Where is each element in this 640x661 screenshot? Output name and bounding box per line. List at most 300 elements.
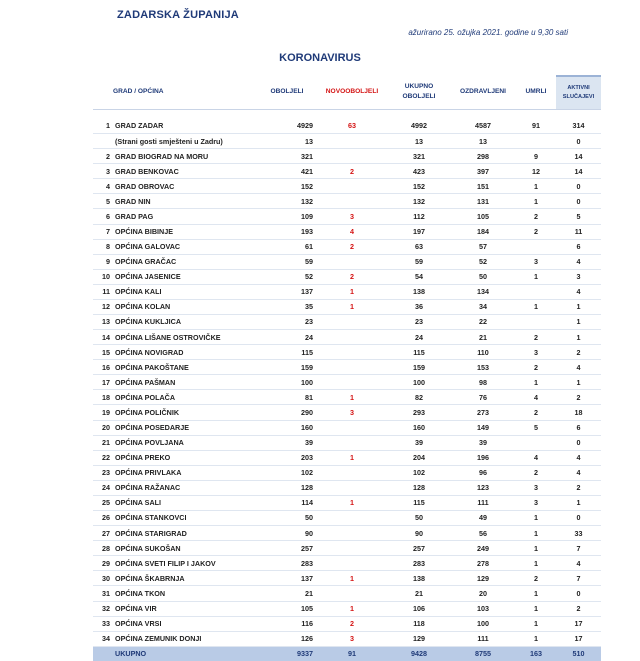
row-recovered: 184 — [450, 224, 516, 239]
row-active: 4 — [556, 254, 601, 269]
table-row — [93, 269, 601, 284]
row-infected: 152 — [258, 179, 316, 194]
row-number: 5 — [93, 194, 113, 209]
row-new — [316, 526, 388, 541]
row-name: OPĆINA ŠKABRNJA — [113, 571, 258, 586]
row-recovered: 111 — [450, 495, 516, 510]
row-new: 3 — [316, 405, 388, 420]
row-name: OPĆINA STANKOVCI — [113, 511, 258, 526]
row-active: 0 — [556, 179, 601, 194]
row-number: 2 — [93, 149, 113, 164]
table-row — [93, 631, 601, 646]
row-name: OPĆINA SVETI FILIP I JAKOV — [113, 556, 258, 571]
table-row — [93, 179, 601, 194]
table-row — [93, 616, 601, 631]
row-name: OPĆINA GRAČAC — [113, 254, 258, 269]
table-row — [93, 601, 601, 616]
row-total: 197 — [388, 224, 450, 239]
row-new — [316, 315, 388, 330]
row-recovered: 98 — [450, 375, 516, 390]
row-recovered: 21 — [450, 330, 516, 345]
row-deaths — [516, 315, 556, 330]
row-total: 204 — [388, 450, 450, 465]
row-number: 19 — [93, 405, 113, 420]
row-infected: 13 — [258, 134, 316, 149]
total-row — [93, 646, 601, 661]
row-deaths: 2 — [516, 224, 556, 239]
row-name: OPĆINA KALI — [113, 284, 258, 299]
row-name: OPĆINA PAKOŠTANE — [113, 360, 258, 375]
row-new — [316, 435, 388, 450]
row-recovered: 100 — [450, 616, 516, 631]
row-number: 25 — [93, 495, 113, 510]
col-header-total — [388, 76, 450, 110]
col-header-active-line1: AKTIVNI — [567, 84, 590, 91]
table-row — [93, 239, 601, 254]
update-timestamp: ažurirano 25. ožujka 2021. godine u 9,30 sati — [408, 28, 568, 37]
row-deaths: 1 — [516, 511, 556, 526]
row-active: 5 — [556, 209, 601, 224]
row-recovered: 134 — [450, 284, 516, 299]
row-deaths: 2 — [516, 405, 556, 420]
row-infected: 109 — [258, 209, 316, 224]
row-active: 7 — [556, 571, 601, 586]
row-new — [316, 375, 388, 390]
row-name: OPĆINA JASENICE — [113, 269, 258, 284]
row-name: OPĆINA GALOVAC — [113, 239, 258, 254]
row-name: OPĆINA KUKLJICA — [113, 315, 258, 330]
table-row — [93, 299, 601, 314]
row-deaths: 1 — [516, 601, 556, 616]
row-total: 59 — [388, 254, 450, 269]
row-total: 132 — [388, 194, 450, 209]
row-number: 27 — [93, 526, 113, 541]
row-active: 4 — [556, 360, 601, 375]
row-name: GRAD OBROVAC — [113, 179, 258, 194]
row-total: 159 — [388, 360, 450, 375]
row-deaths — [516, 284, 556, 299]
row-number: 13 — [93, 315, 113, 330]
row-deaths: 2 — [516, 465, 556, 480]
row-infected: 21 — [258, 586, 316, 601]
row-deaths: 3 — [516, 495, 556, 510]
row-infected: 105 — [258, 601, 316, 616]
row-infected: 59 — [258, 254, 316, 269]
row-new — [316, 179, 388, 194]
row-active: 18 — [556, 405, 601, 420]
row-recovered: 129 — [450, 571, 516, 586]
row-deaths: 12 — [516, 164, 556, 179]
row-number: 16 — [93, 360, 113, 375]
row-recovered: 110 — [450, 345, 516, 360]
row-deaths: 1 — [516, 179, 556, 194]
row-new: 1 — [316, 390, 388, 405]
row-recovered: 56 — [450, 526, 516, 541]
row-new — [316, 345, 388, 360]
row-new — [316, 254, 388, 269]
row-recovered: 123 — [450, 480, 516, 495]
table-row — [93, 254, 601, 269]
table-row — [93, 511, 601, 526]
row-total: 283 — [388, 556, 450, 571]
row-name: OPĆINA POLIČNIK — [113, 405, 258, 420]
table-row — [93, 284, 601, 299]
row-deaths: 1 — [516, 631, 556, 646]
row-new — [316, 149, 388, 164]
row-number: 12 — [93, 299, 113, 314]
row-active: 1 — [556, 299, 601, 314]
row-deaths: 3 — [516, 480, 556, 495]
col-header-recovered: OZDRAVLJENI — [450, 76, 516, 110]
row-recovered: 22 — [450, 315, 516, 330]
table-row — [93, 375, 601, 390]
table-row — [93, 450, 601, 465]
row-deaths: 1 — [516, 269, 556, 284]
row-new: 3 — [316, 209, 388, 224]
row-active: 4 — [556, 284, 601, 299]
row-active: 14 — [556, 164, 601, 179]
row-new: 1 — [316, 299, 388, 314]
row-new: 1 — [316, 571, 388, 586]
total-total: 9428 — [388, 646, 450, 661]
table-row — [93, 541, 601, 556]
row-name: OPĆINA SALI — [113, 495, 258, 510]
row-infected: 159 — [258, 360, 316, 375]
row-name: OPĆINA PRIVLAKA — [113, 465, 258, 480]
row-active: 6 — [556, 239, 601, 254]
row-infected: 257 — [258, 541, 316, 556]
total-deaths: 163 — [516, 646, 556, 661]
row-active: 33 — [556, 526, 601, 541]
row-recovered: 111 — [450, 631, 516, 646]
row-number: 14 — [93, 330, 113, 345]
row-deaths — [516, 435, 556, 450]
row-name: OPĆINA LIŠANE OSTROVIČKE — [113, 330, 258, 345]
row-recovered: 76 — [450, 390, 516, 405]
table-row — [93, 360, 601, 375]
row-total: 115 — [388, 345, 450, 360]
row-new — [316, 511, 388, 526]
row-infected: 24 — [258, 330, 316, 345]
row-infected: 283 — [258, 556, 316, 571]
row-number: 17 — [93, 375, 113, 390]
table-row — [93, 586, 601, 601]
row-new — [316, 480, 388, 495]
row-active: 0 — [556, 511, 601, 526]
row-new: 3 — [316, 631, 388, 646]
row-active: 14 — [556, 149, 601, 164]
row-new: 63 — [316, 119, 388, 134]
table-row — [93, 119, 601, 134]
row-infected: 61 — [258, 239, 316, 254]
total-infected: 9337 — [258, 646, 316, 661]
row-name: GRAD BENKOVAC — [113, 164, 258, 179]
row-total: 112 — [388, 209, 450, 224]
table-row — [93, 164, 601, 179]
row-new — [316, 330, 388, 345]
row-name: OPĆINA PREKO — [113, 450, 258, 465]
row-recovered: 103 — [450, 601, 516, 616]
row-number: 33 — [93, 616, 113, 631]
row-new: 1 — [316, 450, 388, 465]
row-total: 82 — [388, 390, 450, 405]
page-subtitle: KORONAVIRUS — [279, 52, 361, 64]
row-recovered: 20 — [450, 586, 516, 601]
row-recovered: 50 — [450, 269, 516, 284]
row-deaths: 1 — [516, 526, 556, 541]
row-number: 30 — [93, 571, 113, 586]
row-infected: 102 — [258, 465, 316, 480]
row-total: 36 — [388, 299, 450, 314]
table-row — [93, 556, 601, 571]
row-active: 0 — [556, 586, 601, 601]
row-recovered: 278 — [450, 556, 516, 571]
row-active: 314 — [556, 119, 601, 134]
row-number: 7 — [93, 224, 113, 239]
row-total: 24 — [388, 330, 450, 345]
row-active: 0 — [556, 134, 601, 149]
total-new: 91 — [316, 646, 388, 661]
row-recovered: 49 — [450, 511, 516, 526]
row-name: OPĆINA SUKOŠAN — [113, 541, 258, 556]
row-name: OPĆINA VIR — [113, 601, 258, 616]
row-active: 6 — [556, 420, 601, 435]
row-new — [316, 586, 388, 601]
col-header-new: NOVOOBOLJELI — [316, 76, 388, 110]
row-new: 2 — [316, 164, 388, 179]
col-header-active — [556, 76, 601, 110]
row-total: 257 — [388, 541, 450, 556]
row-name: OPĆINA VRSI — [113, 616, 258, 631]
table-row — [93, 315, 601, 330]
row-active: 1 — [556, 330, 601, 345]
row-deaths: 4 — [516, 390, 556, 405]
row-deaths: 2 — [516, 360, 556, 375]
row-new: 2 — [316, 616, 388, 631]
row-active: 4 — [556, 556, 601, 571]
row-deaths: 1 — [516, 299, 556, 314]
row-recovered: 131 — [450, 194, 516, 209]
row-new: 1 — [316, 284, 388, 299]
row-infected: 160 — [258, 420, 316, 435]
row-active: 2 — [556, 345, 601, 360]
table-row — [93, 480, 601, 495]
row-infected: 35 — [258, 299, 316, 314]
table-row — [93, 224, 601, 239]
row-deaths: 1 — [516, 541, 556, 556]
row-new: 1 — [316, 601, 388, 616]
row-active: 17 — [556, 631, 601, 646]
col-header-name: GRAD / OPĆINA — [93, 76, 258, 110]
row-total: 13 — [388, 134, 450, 149]
table-row — [93, 465, 601, 480]
row-active: 2 — [556, 390, 601, 405]
table-row — [93, 194, 601, 209]
row-deaths: 91 — [516, 119, 556, 134]
row-total: 115 — [388, 495, 450, 510]
row-recovered: 153 — [450, 360, 516, 375]
row-number: 10 — [93, 269, 113, 284]
row-total: 23 — [388, 315, 450, 330]
total-label: UKUPNO — [93, 646, 258, 661]
row-infected: 193 — [258, 224, 316, 239]
row-total: 106 — [388, 601, 450, 616]
row-name: GRAD BIOGRAD NA MORU — [113, 149, 258, 164]
row-total: 128 — [388, 480, 450, 495]
row-infected: 203 — [258, 450, 316, 465]
row-recovered: 39 — [450, 435, 516, 450]
row-total: 21 — [388, 586, 450, 601]
row-deaths: 1 — [516, 194, 556, 209]
table-row — [93, 571, 601, 586]
row-infected: 126 — [258, 631, 316, 646]
table-row — [93, 405, 601, 420]
row-number: 34 — [93, 631, 113, 646]
row-number: 23 — [93, 465, 113, 480]
row-number: 29 — [93, 556, 113, 571]
row-number: 3 — [93, 164, 113, 179]
row-infected: 50 — [258, 511, 316, 526]
row-deaths: 3 — [516, 345, 556, 360]
row-total: 118 — [388, 616, 450, 631]
row-recovered: 4587 — [450, 119, 516, 134]
row-deaths: 1 — [516, 375, 556, 390]
table-row — [93, 390, 601, 405]
row-active: 11 — [556, 224, 601, 239]
row-infected: 290 — [258, 405, 316, 420]
row-deaths: 4 — [516, 450, 556, 465]
row-infected: 4929 — [258, 119, 316, 134]
row-active: 2 — [556, 601, 601, 616]
row-total: 423 — [388, 164, 450, 179]
row-new — [316, 194, 388, 209]
row-infected: 116 — [258, 616, 316, 631]
row-recovered: 273 — [450, 405, 516, 420]
table-row — [93, 345, 601, 360]
row-infected: 132 — [258, 194, 316, 209]
table-row — [93, 435, 601, 450]
row-total: 63 — [388, 239, 450, 254]
row-total: 321 — [388, 149, 450, 164]
table-row — [93, 526, 601, 541]
row-recovered: 105 — [450, 209, 516, 224]
row-name: (Strani gosti smješteni u Zadru) — [113, 134, 258, 149]
covid-cases-table — [93, 75, 601, 661]
row-active: 1 — [556, 315, 601, 330]
row-active: 4 — [556, 465, 601, 480]
row-total: 160 — [388, 420, 450, 435]
row-total: 138 — [388, 571, 450, 586]
row-deaths: 9 — [516, 149, 556, 164]
table-row — [93, 330, 601, 345]
row-name: OPĆINA ZEMUNIK DONJI — [113, 631, 258, 646]
row-deaths: 2 — [516, 330, 556, 345]
row-infected: 52 — [258, 269, 316, 284]
row-deaths: 1 — [516, 616, 556, 631]
col-header-total-line1: UKUPNO — [404, 83, 434, 91]
row-total: 4992 — [388, 119, 450, 134]
row-active: 0 — [556, 194, 601, 209]
row-name: OPĆINA POLAČA — [113, 390, 258, 405]
row-new — [316, 134, 388, 149]
row-number: 15 — [93, 345, 113, 360]
row-number: 26 — [93, 511, 113, 526]
row-active: 2 — [556, 480, 601, 495]
row-deaths — [516, 134, 556, 149]
row-infected: 115 — [258, 345, 316, 360]
row-total: 102 — [388, 465, 450, 480]
row-infected: 23 — [258, 315, 316, 330]
table-row — [93, 209, 601, 224]
table-header-row — [93, 76, 601, 110]
col-header-deaths: UMRLI — [516, 76, 556, 110]
header-spacer — [93, 110, 601, 120]
row-total: 39 — [388, 435, 450, 450]
row-number: 22 — [93, 450, 113, 465]
row-recovered: 196 — [450, 450, 516, 465]
row-name: GRAD ZADAR — [113, 119, 258, 134]
row-recovered: 397 — [450, 164, 516, 179]
row-name: OPĆINA KOLAN — [113, 299, 258, 314]
row-number — [93, 134, 113, 149]
row-total: 50 — [388, 511, 450, 526]
row-number: 1 — [93, 119, 113, 134]
table-row — [93, 420, 601, 435]
row-active: 17 — [556, 616, 601, 631]
row-number: 31 — [93, 586, 113, 601]
row-number: 4 — [93, 179, 113, 194]
row-name: OPĆINA POVLJANA — [113, 435, 258, 450]
row-number: 21 — [93, 435, 113, 450]
row-name: GRAD NIN — [113, 194, 258, 209]
row-recovered: 298 — [450, 149, 516, 164]
row-recovered: 96 — [450, 465, 516, 480]
row-infected: 321 — [258, 149, 316, 164]
row-new: 2 — [316, 239, 388, 254]
row-new — [316, 541, 388, 556]
row-number: 18 — [93, 390, 113, 405]
row-number: 32 — [93, 601, 113, 616]
col-header-infected: OBOLJELI — [258, 76, 316, 110]
row-total: 293 — [388, 405, 450, 420]
col-header-active-line2: SLUČAJEVI — [562, 93, 595, 100]
row-recovered: 13 — [450, 134, 516, 149]
total-recovered: 8755 — [450, 646, 516, 661]
row-name: OPĆINA STARIGRAD — [113, 526, 258, 541]
row-name: OPĆINA RAŽANAC — [113, 480, 258, 495]
row-recovered: 151 — [450, 179, 516, 194]
row-new — [316, 465, 388, 480]
row-active: 3 — [556, 269, 601, 284]
row-total: 54 — [388, 269, 450, 284]
row-recovered: 52 — [450, 254, 516, 269]
row-infected: 137 — [258, 571, 316, 586]
county-title: ZADARSKA ŽUPANIJA — [117, 9, 239, 21]
row-infected: 81 — [258, 390, 316, 405]
row-name: OPĆINA BIBINJE — [113, 224, 258, 239]
row-active: 1 — [556, 375, 601, 390]
row-recovered: 249 — [450, 541, 516, 556]
row-deaths — [516, 239, 556, 254]
table-body — [93, 119, 601, 646]
row-new: 1 — [316, 495, 388, 510]
row-new — [316, 556, 388, 571]
row-number: 8 — [93, 239, 113, 254]
row-name: GRAD PAG — [113, 209, 258, 224]
row-active: 7 — [556, 541, 601, 556]
row-deaths: 1 — [516, 556, 556, 571]
row-name: OPĆINA POSEDARJE — [113, 420, 258, 435]
